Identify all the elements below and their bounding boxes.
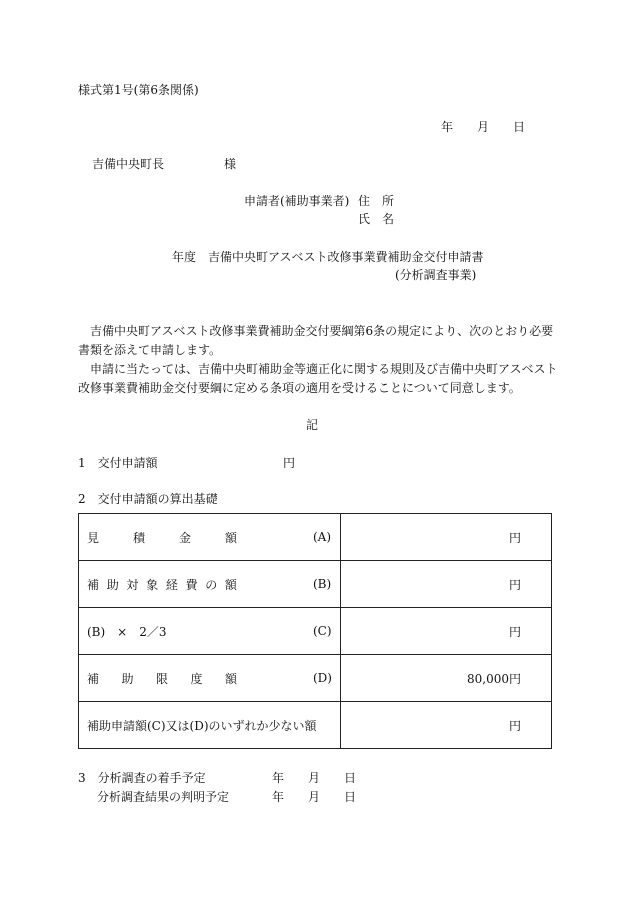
applicant-label: 申請者(補助事業者) <box>244 194 350 208</box>
table-row <box>79 514 552 561</box>
item2-label: 2 交付申請額の算出基礎 <box>78 492 218 506</box>
date-line: 年 月 日 <box>441 120 526 134</box>
label-char: 助 <box>106 577 119 592</box>
label-char: 額 <box>224 671 237 686</box>
spread-label <box>87 670 237 687</box>
form-number: 様式第1号(第6条関係) <box>78 83 199 97</box>
label-char: 限 <box>155 671 168 686</box>
addressee: 吉備中央町長 様 <box>92 157 237 171</box>
spread-label <box>87 576 237 593</box>
label-char: 度 <box>190 671 203 686</box>
row-amount: 円 <box>340 514 551 561</box>
table-row <box>79 655 552 702</box>
body-text <box>78 322 558 398</box>
label-char: 補 <box>87 577 100 592</box>
label-char: 対 <box>126 577 139 592</box>
label-char: 積 <box>132 530 145 545</box>
label-char: 経 <box>165 577 178 592</box>
address-label: 住 所 <box>358 194 395 208</box>
label-char: 補 <box>87 671 100 686</box>
label-char: 象 <box>146 577 159 592</box>
body-paragraph-1: 吉備中央町アスベスト改修事業費補助金交付要綱第6条の規定により、次のとおり必要書類を添えて申請します。 <box>78 324 554 357</box>
table-row <box>79 561 552 608</box>
item3b-label: 分析調査結果の判明予定 <box>97 790 230 804</box>
row-label <box>79 655 314 702</box>
table-row <box>79 702 552 749</box>
item3-label: 3 分析調査の着手予定 <box>78 771 206 785</box>
row-label: 補助申請額(C)又は(D)のいずれか少ない額 <box>79 702 341 749</box>
body-paragraph-2: 申請に当たっては、吉備中央町補助金等適正化に関する規則及び吉備中央町アスベスト改修事業費補助金交付要綱に定める条項の適用を受けることについて同意します。 <box>78 362 558 395</box>
row-amount: 円 <box>340 561 551 608</box>
item3-date: 年 月 日 <box>272 771 357 785</box>
item1-unit: 円 <box>283 456 296 470</box>
ki-heading: 記 <box>306 418 319 432</box>
row-code: (B) <box>313 561 340 608</box>
table-row <box>79 608 552 655</box>
label-char: 助 <box>121 671 134 686</box>
label-char: 費 <box>185 577 198 592</box>
label-char: 見 <box>87 530 100 545</box>
row-label <box>79 561 314 608</box>
label-char: 額 <box>224 530 237 545</box>
row-code: (C) <box>313 608 340 655</box>
row-amount: 円 <box>340 702 551 749</box>
spread-label <box>87 529 237 546</box>
label-char: の <box>205 577 218 592</box>
label-char: 額 <box>224 577 237 592</box>
item1-label: 1 交付申請額 <box>78 456 158 470</box>
name-label: 氏 名 <box>358 212 395 226</box>
row-amount: 80,000円 <box>340 655 551 702</box>
item3b-date: 年 月 日 <box>272 790 357 804</box>
row-amount: 円 <box>340 608 551 655</box>
document-title: 年度 吉備中央町アスベスト改修事業費補助金交付申請書 <box>172 250 484 264</box>
row-label: (B) × 2／3 <box>79 608 314 655</box>
calculation-table <box>78 513 552 749</box>
row-code: (D) <box>313 655 340 702</box>
label-char: 金 <box>178 530 191 545</box>
row-code: (A) <box>313 514 340 561</box>
document-subtitle: (分析調査事業) <box>395 268 477 282</box>
row-label <box>79 514 314 561</box>
